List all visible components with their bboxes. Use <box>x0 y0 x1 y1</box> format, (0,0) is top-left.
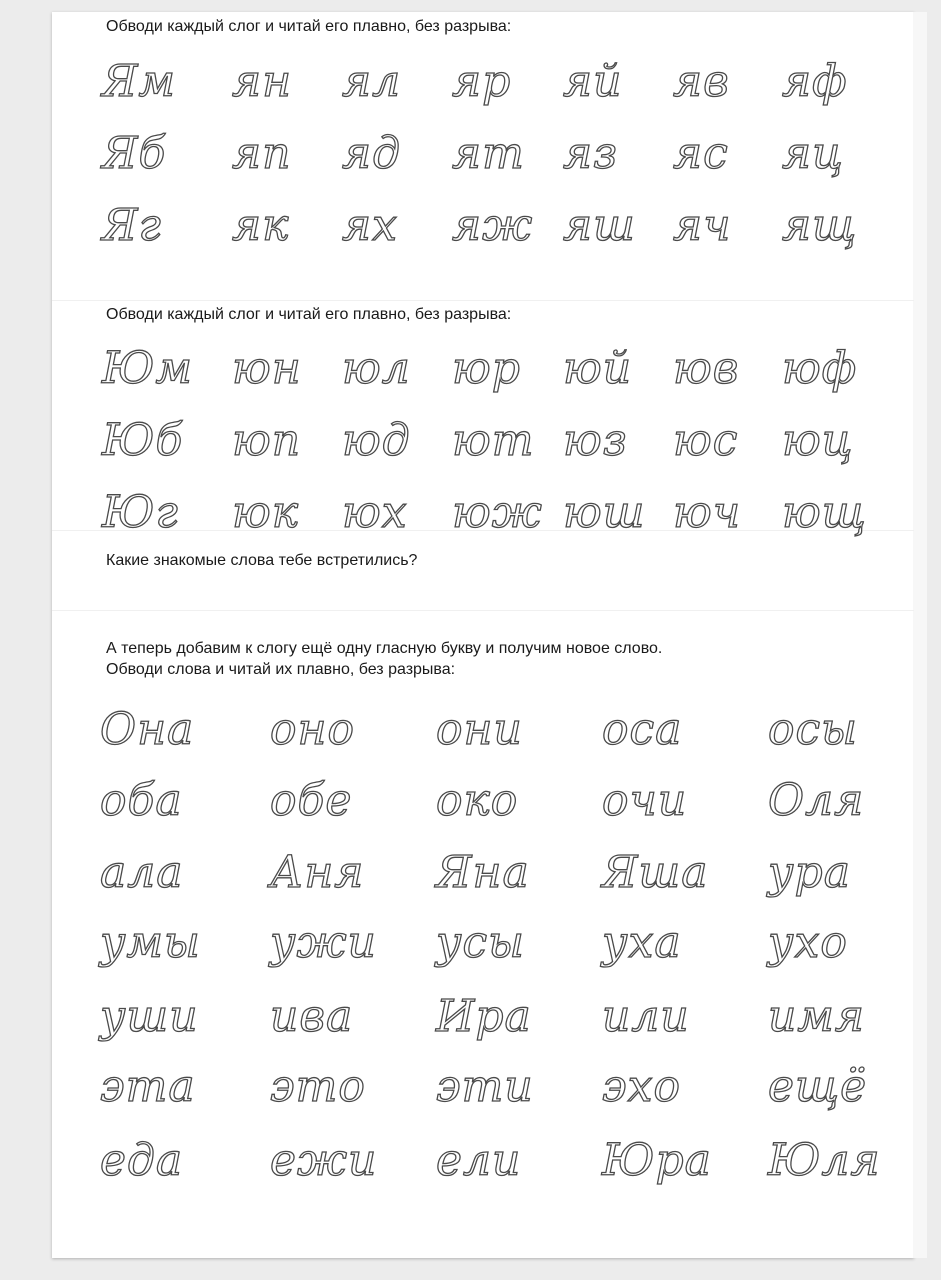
word: оно <box>270 704 355 755</box>
word: еда <box>100 1135 184 1186</box>
word: ала <box>100 847 184 898</box>
syllable: яз <box>563 128 619 179</box>
syllable: яж <box>452 200 534 251</box>
instruction-words-line1: А теперь добавим к слогу ещё одну гласную букву и получим новое слово. <box>106 640 663 657</box>
word: они <box>436 704 523 755</box>
instruction-yu-syllables: Обводи каждый слог и читай его плавно, без разрыва: <box>106 306 512 323</box>
word: ухо <box>768 917 848 968</box>
syllable: яд <box>342 128 402 179</box>
syllable: яп <box>232 128 292 179</box>
syllable: Яб <box>102 128 167 179</box>
syllable: яс <box>673 128 729 179</box>
word: Юля <box>768 1135 881 1186</box>
word: эта <box>100 1061 196 1112</box>
syllable: юп <box>232 415 302 466</box>
syllable: юр <box>452 343 521 394</box>
word: обе <box>270 775 353 826</box>
syllable: яв <box>673 56 730 107</box>
syllable: Яг <box>102 200 162 251</box>
word: имя <box>768 991 865 1042</box>
word: усы <box>436 917 526 968</box>
syllable: яй <box>563 56 623 107</box>
syllable: Юг <box>102 487 179 538</box>
word: осы <box>768 704 858 755</box>
word: Она <box>100 704 195 755</box>
instruction-ya-syllables: Обводи каждый слог и читай его плавно, без разрыва: <box>106 18 512 35</box>
syllable: Ям <box>102 56 177 107</box>
word: это <box>270 1061 366 1112</box>
syllable: ях <box>342 200 398 251</box>
syllable: яш <box>563 200 636 251</box>
syllable: юж <box>452 487 543 538</box>
syllable: яч <box>673 200 732 251</box>
word: Аня <box>270 847 365 898</box>
word: ели <box>436 1135 522 1186</box>
instruction-words-line2: Обводи слова и читай их плавно, без разрыва: <box>106 661 456 678</box>
syllable: юл <box>342 343 411 394</box>
word: Яна <box>436 847 530 898</box>
syllable: яц <box>782 128 844 179</box>
word: умы <box>100 917 201 968</box>
syllable: юх <box>342 487 408 538</box>
syllable: юд <box>342 415 411 466</box>
word: ура <box>768 847 851 898</box>
word: уши <box>100 991 199 1042</box>
syllable: ящ <box>782 200 858 251</box>
syllable: юй <box>563 343 633 394</box>
page-edge <box>913 12 927 1258</box>
syllable: юс <box>673 415 739 466</box>
syllable: юв <box>673 343 740 394</box>
syllable: яр <box>452 56 512 107</box>
syllable: ющ <box>782 487 867 538</box>
syllable: юф <box>782 343 858 394</box>
word: очи <box>602 775 688 826</box>
syllable: ял <box>342 56 402 107</box>
word: Юра <box>602 1135 712 1186</box>
syllable: ют <box>452 415 535 466</box>
syllable: юк <box>232 487 300 538</box>
syllable: ян <box>232 56 293 107</box>
question-familiar-words: Какие знакомые слова тебе встретились? <box>106 552 418 569</box>
word: уха <box>602 917 682 968</box>
syllable: юш <box>563 487 646 538</box>
word: или <box>602 991 690 1042</box>
word: оса <box>602 704 683 755</box>
syllable: юч <box>673 487 742 538</box>
word: ива <box>270 991 354 1042</box>
word: оба <box>100 775 183 826</box>
word: эти <box>436 1061 534 1112</box>
syllable: як <box>232 200 290 251</box>
syllable: юн <box>232 343 302 394</box>
faint-ruling <box>52 610 914 611</box>
word: ежи <box>270 1135 378 1186</box>
syllable: ят <box>452 128 525 179</box>
word: ужи <box>270 917 377 968</box>
word: Ира <box>436 991 532 1042</box>
word: око <box>436 775 519 826</box>
syllable: Юб <box>102 415 184 466</box>
word: Яша <box>602 847 709 898</box>
syllable: юз <box>563 415 628 466</box>
syllable: Юм <box>102 343 193 394</box>
word: ещё <box>768 1061 868 1112</box>
faint-ruling <box>52 300 914 301</box>
syllable: яф <box>782 56 848 107</box>
word: эхо <box>602 1061 681 1112</box>
syllable: юц <box>782 415 854 466</box>
word: Оля <box>768 775 865 826</box>
